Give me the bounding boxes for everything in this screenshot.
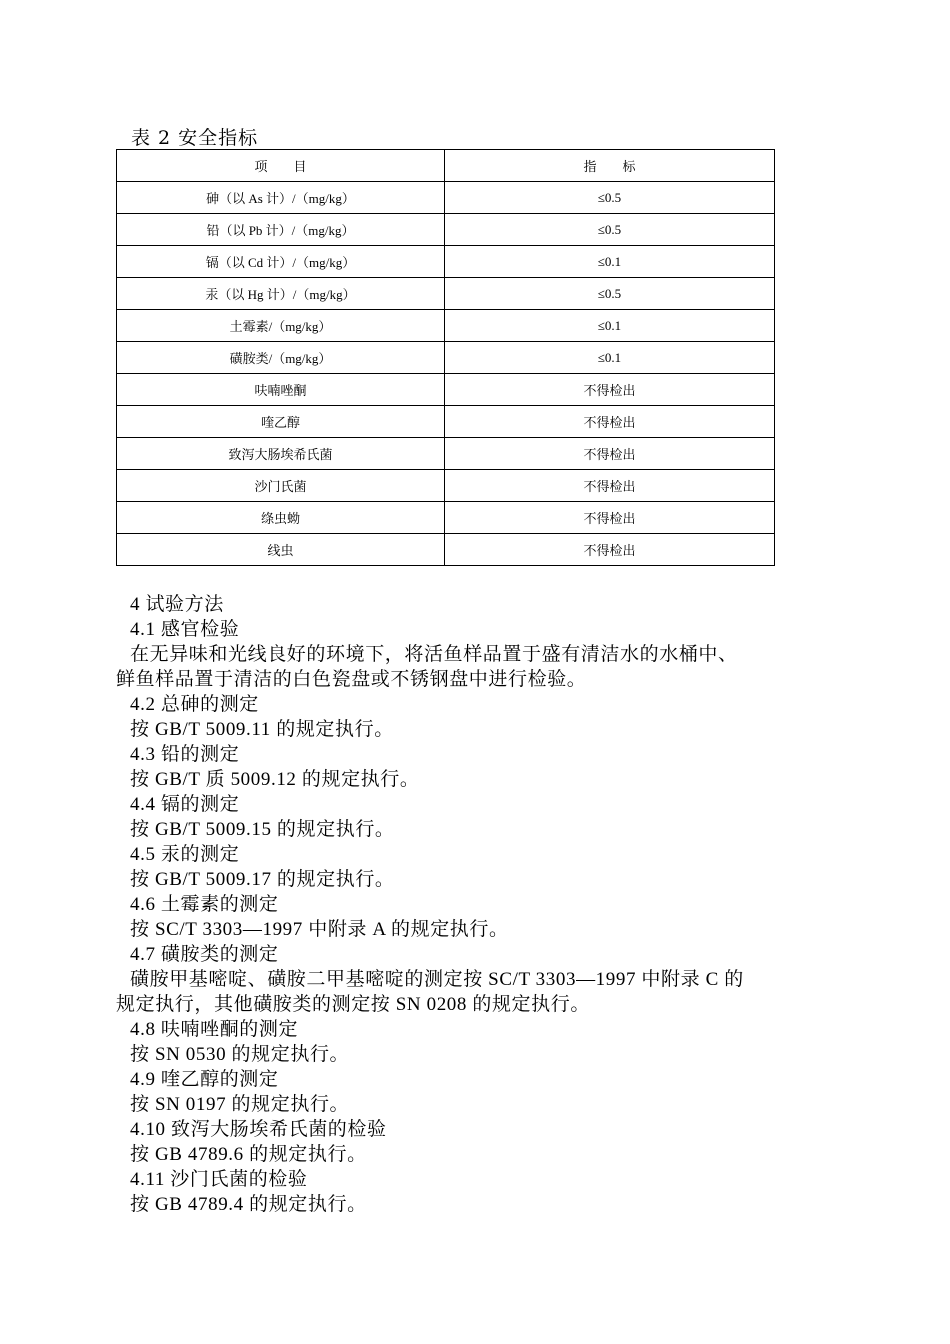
subsection-heading: 4.8 呋喃唑酮的测定: [130, 1019, 299, 1040]
index-cell: ≤0.5: [445, 278, 775, 310]
table-row: [117, 214, 775, 246]
index-cell: 不得检出: [445, 502, 775, 534]
subsection-heading: 4.3 铅的测定: [130, 744, 240, 765]
table-row: [117, 534, 775, 566]
table-row: [117, 438, 775, 470]
table-caption: 表 2 安全指标: [131, 127, 259, 149]
header-index: 指 标: [445, 150, 775, 182]
paragraph: 按 SN 0530 的规定执行。: [130, 1044, 350, 1065]
item-cell: 镉（以 Cd 计）/（mg/kg）: [117, 246, 445, 278]
table-row: [117, 182, 775, 214]
subsection-heading: 4.1 感官检验: [130, 619, 240, 640]
paragraph: 按 GB 4789.4 的规定执行。: [130, 1194, 367, 1215]
table-row: [117, 342, 775, 374]
item-cell: 土霉素/（mg/kg）: [117, 310, 445, 342]
subsection-heading: 4.6 土霉素的测定: [130, 894, 279, 915]
table-row: [117, 502, 775, 534]
index-cell: 不得检出: [445, 374, 775, 406]
section-title: 4 试验方法: [130, 594, 224, 615]
table-header-row: [117, 150, 775, 182]
table-row: [117, 470, 775, 502]
subsection-heading: 4.2 总砷的测定: [130, 694, 259, 715]
index-cell: 不得检出: [445, 534, 775, 566]
table-row: [117, 246, 775, 278]
test-methods-section: [116, 592, 836, 1217]
paragraph: 按 SN 0197 的规定执行。: [130, 1094, 350, 1115]
subsection-heading: 4.11 沙门氏菌的检验: [130, 1169, 308, 1190]
subsection-heading: 4.7 磺胺类的测定: [130, 944, 279, 965]
paragraph: 按 SC/T 3303—1997 中附录 A 的规定执行。: [130, 919, 509, 940]
item-cell: 汞（以 Hg 计）/（mg/kg）: [117, 278, 445, 310]
index-cell: ≤0.1: [445, 342, 775, 374]
safety-index-table: [116, 149, 775, 566]
item-cell: 沙门氏菌: [117, 470, 445, 502]
table-row: [117, 278, 775, 310]
paragraph: 按 GB/T 质 5009.12 的规定执行。: [130, 769, 420, 790]
paragraph: 按 GB/T 5009.15 的规定执行。: [130, 819, 395, 840]
item-cell: 磺胺类/（mg/kg）: [117, 342, 445, 374]
index-cell: 不得检出: [445, 438, 775, 470]
paragraph-line: 在无异味和光线良好的环境下，将活鱼样品置于盛有清洁水的水桶中、: [130, 644, 738, 665]
header-item: 项 目: [117, 150, 445, 182]
item-cell: 致泻大肠埃希氏菌: [117, 438, 445, 470]
subsection-heading: 4.9 喹乙醇的测定: [130, 1069, 279, 1090]
paragraph: 按 GB/T 5009.17 的规定执行。: [130, 869, 395, 890]
index-cell: ≤0.5: [445, 182, 775, 214]
paragraph-line: 规定执行，其他磺胺类的测定按 SN 0208 的规定执行。: [116, 994, 590, 1015]
index-cell: ≤0.5: [445, 214, 775, 246]
item-cell: 砷（以 As 计）/（mg/kg）: [117, 182, 445, 214]
item-cell: 线虫: [117, 534, 445, 566]
paragraph-line: 鲜鱼样品置于清洁的白色瓷盘或不锈钢盘中进行检验。: [116, 669, 587, 690]
table-row: [117, 406, 775, 438]
item-cell: 铅（以 Pb 计）/（mg/kg）: [117, 214, 445, 246]
index-cell: ≤0.1: [445, 246, 775, 278]
item-cell: 喹乙醇: [117, 406, 445, 438]
index-cell: 不得检出: [445, 406, 775, 438]
item-cell: 呋喃唑酮: [117, 374, 445, 406]
subsection-heading: 4.5 汞的测定: [130, 844, 240, 865]
item-cell: 绦虫蚴: [117, 502, 445, 534]
subsection-heading: 4.4 镉的测定: [130, 794, 240, 815]
paragraph: 按 GB/T 5009.11 的规定执行。: [130, 719, 394, 740]
paragraph-line: 磺胺甲基嘧啶、磺胺二甲基嘧啶的测定按 SC/T 3303—1997 中附录 C 的: [130, 969, 744, 990]
paragraph: 按 GB 4789.6 的规定执行。: [130, 1144, 367, 1165]
table-row: [117, 310, 775, 342]
index-cell: ≤0.1: [445, 310, 775, 342]
index-cell: 不得检出: [445, 470, 775, 502]
subsection-heading: 4.10 致泻大肠埃希氏菌的检验: [130, 1119, 387, 1140]
table-row: [117, 374, 775, 406]
